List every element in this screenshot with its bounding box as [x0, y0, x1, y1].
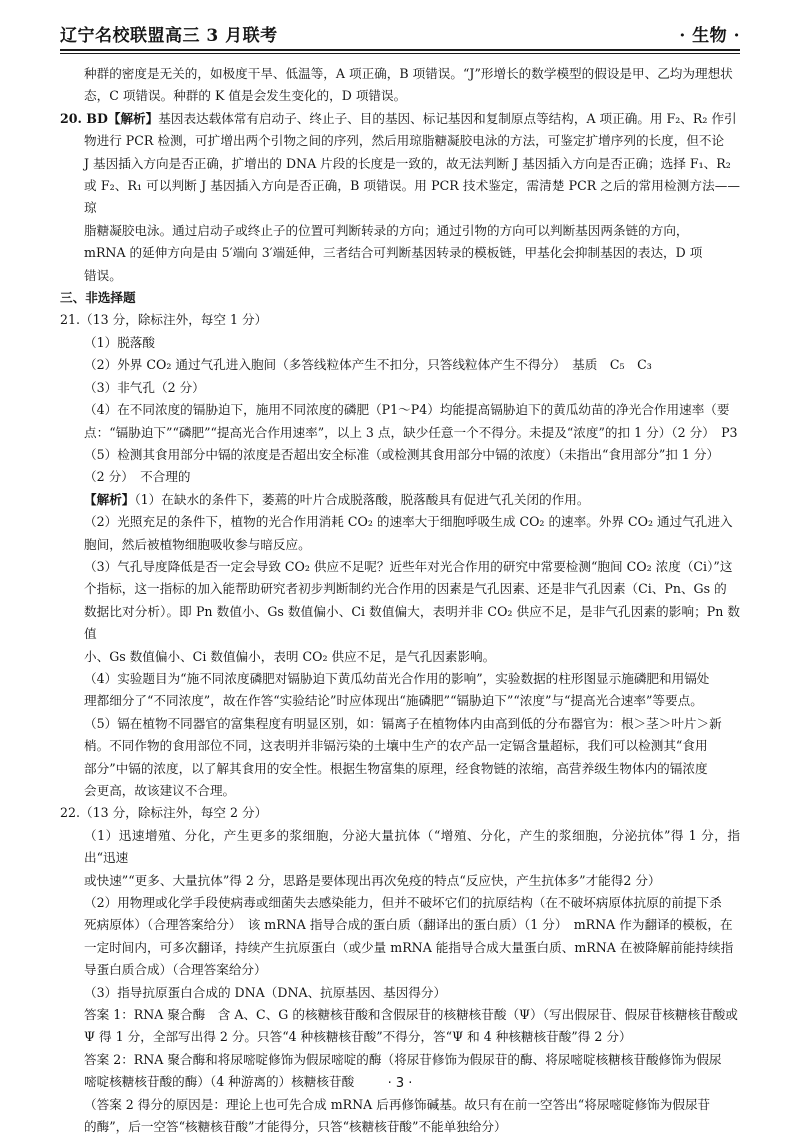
answer-content [60, 63, 740, 1139]
text-line: 错误。 [84, 267, 122, 283]
text-line: 数据比对分析）。即 Pn 数值小、Gs 数值偏小、Ci 数值偏大，表明并非 CO₂ 供应不足，是非气孔因素的影响；Pn 数值 [84, 603, 740, 642]
text-line: 理都细分了“不同浓度”，故在作答“实验结论”时应体现出“施磷肥”“镉胁迫下”“浓度”与“提高光合速率”等要点。 [84, 693, 703, 709]
text-line: 一定时间内，可多次翻译，持续产生抗原蛋白（或少量 mRNA 能指导合成大量蛋白质、mRNA 在被降解前能持续指 [84, 939, 734, 955]
section-heading: 三、非选择题 [60, 290, 136, 306]
subject-label: · 生物 · [679, 26, 740, 46]
text-line: （3）非气孔（2 分） [84, 379, 205, 395]
text-line: 点：“镉胁迫下”“磷肥”“提高光合作用速率”，以上 3 点，缺少任意一个不得分。未提及“浓度”的扣 1 分）（2 分） P3 [84, 424, 738, 440]
text-line: （5）镉在植物不同器官的富集程度有明显区别，如：镉离子在植物体内由高到低的分布器官为：根＞茎＞叶片＞新 [84, 715, 722, 731]
text-line: （4）实验题目为“施不同浓度磷肥对镉胁迫下黄瓜幼苗光合作用的影响”，实验数据的柱形图显示施磷肥和用镉处 [84, 670, 710, 686]
text-line: 个指标，这一指标的加入能帮助研究者初步判断制约光合作用的因素是气孔因素、还是非气孔因素（Ci、Pn、Gs 的 [84, 581, 727, 597]
header-rule-thick [60, 49, 740, 51]
q20-text: 基因表达载体常有启动子、终止子、目的基因、标记基因和复制原点等结构，A 项正确。用 F₂、R₂ 作引 [158, 110, 737, 126]
text-line: 脂糖凝胶电泳。通过启动子或终止子的位置可判断转录的方向；通过引物的方向可以判断基因两条链的方向， [84, 222, 689, 238]
q22-heading: 22.（13 分，除标注外，每空 2 分） [60, 805, 268, 821]
q20-tag: 20. BD【解析】 [60, 110, 159, 126]
text-line: 小、Gs 数值偏小、Ci 数值偏小，表明 CO₂ 供应不足，是气孔因素影响。 [84, 648, 496, 664]
analysis-text: （1）在缺水的条件下，萎蔫的叶片合成脱落酸，脱落酸具有促进气孔关闭的作用。 [134, 491, 590, 507]
text-line: 梢。不同作物的食用部位不同，这表明并非镉污染的土壤中生产的农产品一定镉含量超标，我们可以检测其“食用 [84, 738, 708, 754]
text-line: Ψ 得 1 分，全部写出得 2 分。只答“4 种核糖核苷酸”不得分，答“Ψ 和 4 种核糖核苷酸”得 2 分） [84, 1029, 632, 1045]
analysis-tag: 【解析】 [84, 491, 135, 507]
text-line: 会更高，故该建议不合理。 [84, 783, 236, 798]
text-line: （2 分） 不合理的 [84, 469, 191, 485]
exam-title: 辽宁名校联盟高三 3 月联考 [60, 26, 278, 46]
text-line: mRNA 的延伸方向是由 5′端向 3′端延伸，三者结合可判断基因转录的模板链，甲基化会抑制基因的表达，D 项 [84, 245, 703, 261]
text-line: 或快速”“更多、大量抗体”得 2 分，思路是要体现出再次免疫的特点“反应快，产生抗体多”才能得2 分） [84, 872, 661, 888]
q21-analysis-line [60, 489, 740, 511]
header-rule-thin [60, 53, 740, 54]
text-line: （3）气孔导度降低是否一定会导致 CO₂ 供应不足呢？近些年对光合作用的研究中常要检测“胞间 CO₂ 浓度（Ci）”这 [84, 558, 733, 574]
text-line: （5）检测其食用部分中镉的浓度是否超出安全标准（或检测其食用部分中镉的浓度）（未指出“食用部分”扣 1 分） [84, 446, 720, 462]
text-line: 的酶”，后一空答“核糖核苷酸”才能得分，只答“核糖核苷酸”不能单独给分） [84, 1119, 507, 1135]
text-line: 或 F₂、R₁ 可以判断 J 基因插入方向是否正确，B 项错误。用 PCR 技术鉴定，需清楚 PCR 之后的常用检测方法——琼 [84, 178, 740, 216]
text-line: 嘧啶核糖核苷酸的酶）（4 种游离的）核糖核苷酸 [84, 1074, 355, 1090]
page-header [60, 21, 740, 46]
text-line: 答案 2：RNA 聚合酶和将尿嘧啶修饰为假尿嘧啶的酶（将尿苷修饰为假尿苷的酶、将尿嘧啶核糖核苷酸修饰为假尿 [84, 1051, 722, 1067]
text-line: （2）光照充足的条件下，植物的光合作用消耗 CO₂ 的速率大于细胞呼吸生成 CO₂ 的速率。外界 CO₂ 通过气孔进入 [84, 514, 733, 530]
text-line: 种群的密度是无关的，如极度干旱、低温等，A 项正确，B 项错误。“J”形增长的数学模型的假设是甲、乙均为理想状 [84, 66, 733, 81]
q21-heading: 21.（13 分，除标注外，每空 1 分） [60, 312, 268, 328]
text-line: 导蛋白质合成）（合理答案给分） [84, 962, 267, 978]
text-line: （1）脱落酸 [84, 334, 155, 350]
text-line: （3）指导抗原蛋白合成的 DNA（DNA、抗原基因、基因得分） [84, 984, 447, 1000]
text-line: （1）迅速增殖、分化，产生更多的浆细胞，分泌大量抗体（“增殖、分化，产生的浆细胞，分泌抗体”得 1 分，指出“迅速 [84, 827, 740, 866]
text-line: J 基因插入方向是否正确，扩增出的 DNA 片段的长度是一致的，故无法判断 J 基因插入方向是否正确；选择 F₁、R₂ [84, 155, 731, 171]
text-line: （2）用物理或化学手段使病毒或细菌失去感染能力，但并不破坏它们的抗原结构（在不破坏病原体抗原的前提下杀 [84, 895, 722, 911]
q20-line [60, 108, 740, 130]
text-line: （4）在不同浓度的镉胁迫下，施用不同浓度的磷肥（P1～P4）均能提高镉胁迫下的黄瓜幼苗的净光合作用速率（要 [84, 402, 730, 418]
text-line: 胞间，然后被植物细胞吸收参与暗反应。 [84, 536, 311, 552]
page-number: · 3 · [387, 1076, 413, 1091]
text-line: 部分”中镉的浓度，以了解其食用的安全性。根据生物富集的原理，经食物链的浓缩，高营养级生物体内的镉浓度 [84, 760, 708, 776]
text-line: 死病原体）（合理答案给分） 该 mRNA 指导合成的蛋白质（翻译出的蛋白质）（1 分） mRNA 作为翻译的模板，在 [84, 917, 733, 933]
text-line: （2）外界 CO₂ 通过气孔进入胞间（多答线粒体产生不扣分，只答线粒体产生不得分） 基质 C₅ C₃ [84, 357, 652, 373]
text-line: 物进行 PCR 检测，可扩增出两个引物之间的序列，然后用琼脂糖凝胶电泳的方法，可鉴定扩增序列的长度，但不论 [84, 133, 725, 149]
text-line: （答案 2 得分的原因是：理论上也可先合成 mRNA 后再修饰碱基。故只有在前一空答出“将尿嘧啶修饰为假尿苷 [84, 1096, 711, 1112]
text-line: 答案 1：RNA 聚合酶 含 A、C、G 的核糖核苷酸和含假尿苷的核糖核苷酸（Ψ）（写出假尿苷、假尿苷核糖核苷酸或 [84, 1007, 738, 1023]
text-line: 态，C 项错误。种群的 K 值是会发生变化的，D 项错误。 [84, 88, 407, 104]
